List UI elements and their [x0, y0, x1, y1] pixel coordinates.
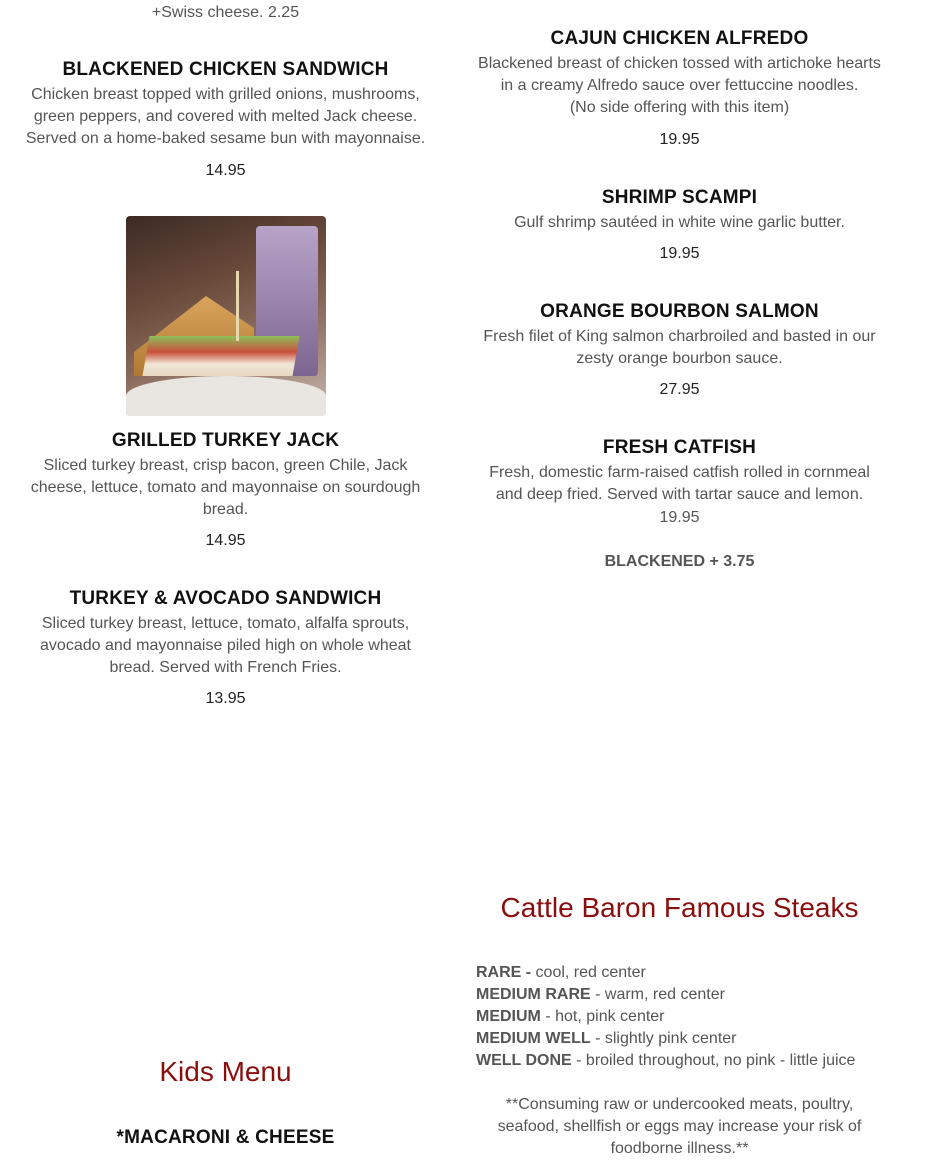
- menu-item-title: *MACARONI & CHEESE: [116, 1127, 335, 1148]
- sandwich-fill-shape: [142, 336, 299, 376]
- desc-line: (No side offering with this item): [569, 99, 790, 116]
- menu-item-title: GRILLED TURKEY JACK: [111, 430, 340, 451]
- menu-item-title: BLACKENED CHICKEN SANDWICH: [62, 59, 389, 80]
- doneness-label: MEDIUM: [476, 1008, 541, 1025]
- doneness-row: [476, 1028, 905, 1050]
- doneness-text: - slightly pink center: [590, 1030, 737, 1047]
- menu-item-price: 19.95: [659, 245, 700, 262]
- doneness-label: MEDIUM WELL: [476, 1030, 591, 1047]
- left-menu-column: [0, 0, 451, 1150]
- menu-item-price: 14.95: [205, 162, 246, 179]
- menu-item-price: 19.95: [659, 131, 700, 148]
- desc-line: zesty orange bourbon sauce.: [576, 350, 783, 367]
- menu-item-title: CAJUN CHICKEN ALFREDO: [550, 28, 809, 49]
- doneness-row: [476, 984, 905, 1006]
- desc-line: Served on a home-baked sesame bun with mayonnaise.: [25, 130, 426, 147]
- warning-line: foodborne illness.**: [610, 1140, 749, 1157]
- desc-line: bread.: [202, 501, 249, 518]
- intro-text: +Swiss cheese. 2.25: [151, 4, 300, 21]
- desc-line: Gulf shrimp sautéed in white wine garlic butter.: [514, 214, 845, 231]
- desc-line: Chicken breast topped with grilled onions, mushrooms,: [31, 86, 420, 103]
- menu-item-desc: [0, 613, 451, 679]
- menu-item-price: 14.95: [205, 532, 246, 549]
- desc-line: bread. Served with French Fries.: [109, 659, 342, 676]
- menu-item-desc: [0, 455, 451, 521]
- menu-item-price: 27.95: [659, 381, 700, 398]
- desc-line: Sliced turkey breast, crisp bacon, green Chile, Jack: [43, 457, 408, 474]
- menu-item-price: 19.95: [659, 509, 700, 526]
- doneness-label: MEDIUM RARE: [476, 986, 591, 1003]
- menu-item-title: FRESH CATFISH: [602, 437, 757, 458]
- menu-item-desc: [454, 53, 905, 119]
- food-safety-warning: [454, 1094, 905, 1160]
- doneness-label: WELL DONE: [476, 1052, 572, 1069]
- doneness-text: - broiled throughout, no pink - little juice: [571, 1052, 856, 1069]
- menu-item-desc: [454, 212, 905, 234]
- desc-line: Fresh, domestic farm-raised catfish rolled in cornmeal: [489, 464, 870, 481]
- desc-line: Blackened breast of chicken tossed with artichoke hearts: [478, 55, 881, 72]
- doneness-label: RARE -: [476, 964, 532, 981]
- menu-item-title: ORANGE BOURBON SALMON: [540, 301, 819, 322]
- desc-line: in a creamy Alfredo sauce over fettuccine noodles.: [500, 77, 859, 94]
- menu-item-title: TURKEY & AVOCADO SANDWICH: [69, 588, 382, 609]
- menu-item-title: SHRIMP SCAMPI: [601, 187, 758, 208]
- desc-line: and deep fried. Served with tartar sauce and lemon.: [495, 486, 864, 503]
- doneness-guide: [476, 962, 905, 1072]
- menu-item-desc: [0, 84, 451, 150]
- desc-line: avocado and mayonnaise piled high on whole wheat: [40, 637, 411, 654]
- desc-line: green peppers, and covered with melted Jack cheese.: [33, 108, 418, 125]
- plate-shape: [126, 376, 326, 416]
- doneness-text: cool, red center: [531, 964, 646, 981]
- doneness-row: [476, 1006, 905, 1028]
- right-menu-column: [454, 0, 905, 1157]
- desc-line: Fresh filet of King salmon charbroiled and basted in our: [483, 328, 876, 345]
- kids-menu-heading: Kids Menu: [159, 1056, 292, 1087]
- steaks-heading: Cattle Baron Famous Steaks: [500, 892, 859, 923]
- doneness-row: [476, 1050, 905, 1072]
- toothpick-shape: [236, 271, 239, 341]
- menu-item-desc: [454, 326, 905, 370]
- desc-line: Sliced turkey breast, lettuce, tomato, alfalfa sprouts,: [41, 615, 410, 632]
- warning-line: seafood, shellfish or eggs may increase your risk of: [497, 1118, 862, 1135]
- desc-line: cheese, lettuce, tomato and mayonnaise on sourdough: [30, 479, 421, 496]
- doneness-row: [476, 962, 905, 984]
- doneness-text: - hot, pink center: [540, 1008, 665, 1025]
- menu-item-price: 13.95: [205, 690, 246, 707]
- blackened-upcharge: BLACKENED + 3.75: [604, 553, 755, 570]
- doneness-text: - warm, red center: [590, 986, 725, 1003]
- warning-line: **Consuming raw or undercooked meats, poultry,: [505, 1096, 854, 1113]
- menu-item-desc: [454, 462, 905, 506]
- turkey-sandwich-photo: [126, 216, 326, 416]
